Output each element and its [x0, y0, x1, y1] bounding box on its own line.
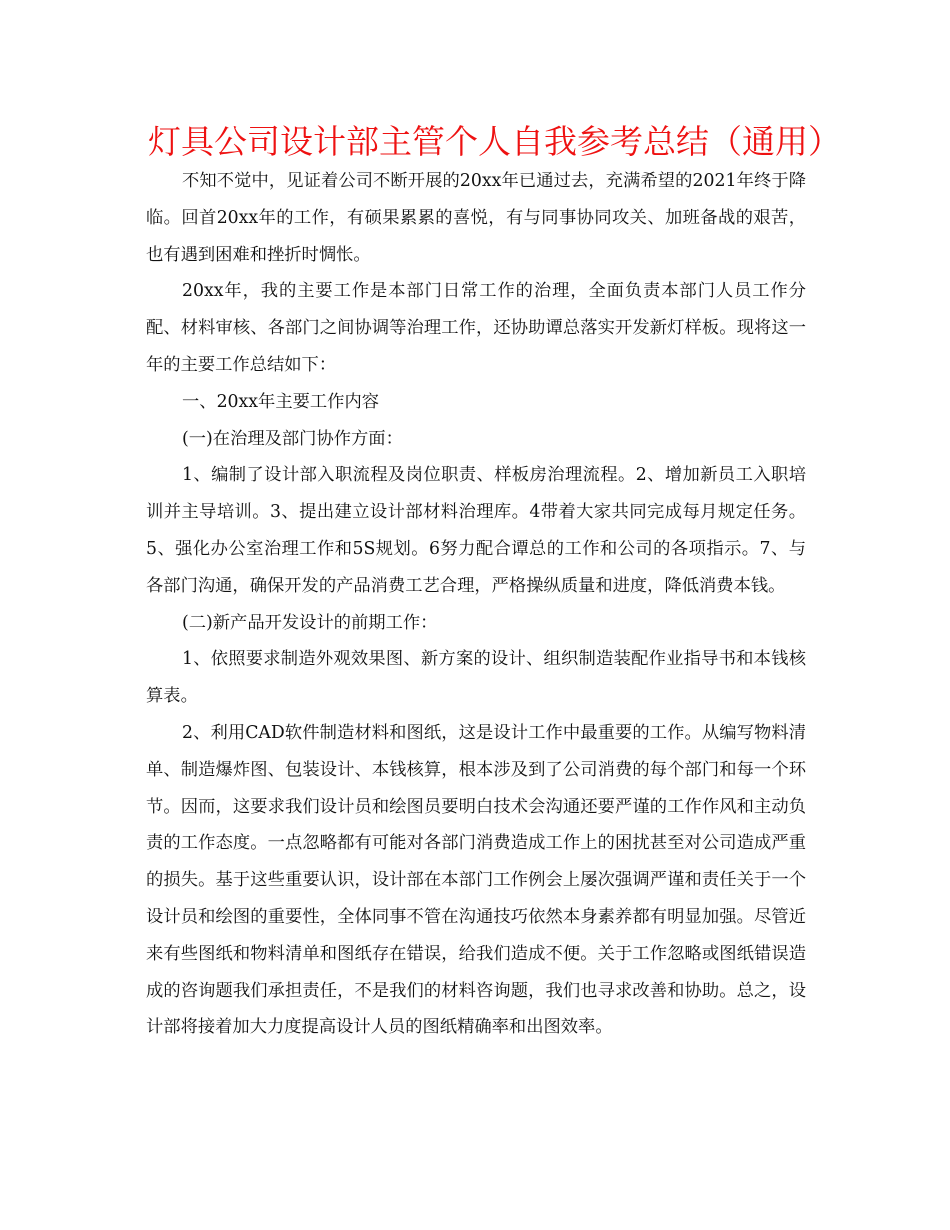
subsection-heading-1: (一)在治理及部门协作方面： — [182, 428, 403, 449]
paragraph-design-item-1: 1、依照要求制造外观效果图、新方案的设计、组织制造装配作业指导书和本钱核算表。 — [146, 649, 806, 707]
paragraph-intro: 不知不觉中，见证着公司不断开展的20xx年已通过去，充满希望的2021年终于降临。回首20xx年的工作，有硕果累累的喜悦，有与同事协同攻关、加班备战的艰苦，也有遇到困难和挫折时惆怅。 — [146, 171, 806, 265]
paragraph-overview: 20xx年，我的主要工作是本部门日常工作的治理，全面负责本部门人员工作分配、材料审核、各部门之间协调等治理工作，还协助谭总落实开发新灯样板。现将这一年的主要工作总结如下： — [146, 281, 806, 375]
subsection-heading-2: (二)新产品开发设计的前期工作： — [182, 612, 438, 633]
section-heading-1: 一、20xx年主要工作内容 — [182, 391, 380, 412]
document-body — [146, 163, 806, 1046]
paragraph-management-list: 1、编制了设计部入职流程及岗位职责、样板房治理流程。2、增加新员工入职培训并主导培训。3、提出建立设计部材料治理库。4带着大家共同完成每月规定任务。5、强化办公室治理工作和5S规划。6努力配合谭总的工作和公司的各项指示。7、与各部门沟通，确保开发的产品消费工艺合理，严格操纵质量和进度，降低消费本钱。 — [146, 465, 806, 596]
document-title: 灯具公司设计部主管个人自我参考总结（通用） — [148, 122, 841, 161]
paragraph-design-item-2: 2、利用CAD软件制造材料和图纸，这是设计工作中最重要的工作。从编写物料清单、制造爆炸图、包装设计、本钱核算，根本涉及到了公司消费的每个部门和每一个环节。因而，这要求我们设计员和绘图员要明白技术会沟通还要严谨的工作作风和主动负责的工作态度。一点忽略都有可能对各部门消费造成工作上的困扰甚至对公司造成严重的损失。基于这些重要认识，设计部在本部门工作例会上屡次强调严谨和责任关于一个设计员和绘图的重要性，全体同事不管在沟通技巧依然本身素养都有明显加强。尽管近来有些图纸和物料清单和图纸存在错误，给我们造成不便。关于工作忽略或图纸错误造成的咨询题我们承担责任，不是我们的材料咨询题，我们也寻求改善和协助。总之，设计部将接着加大力度提高设计人员的图纸精确率和出图效率。 — [146, 722, 806, 1038]
